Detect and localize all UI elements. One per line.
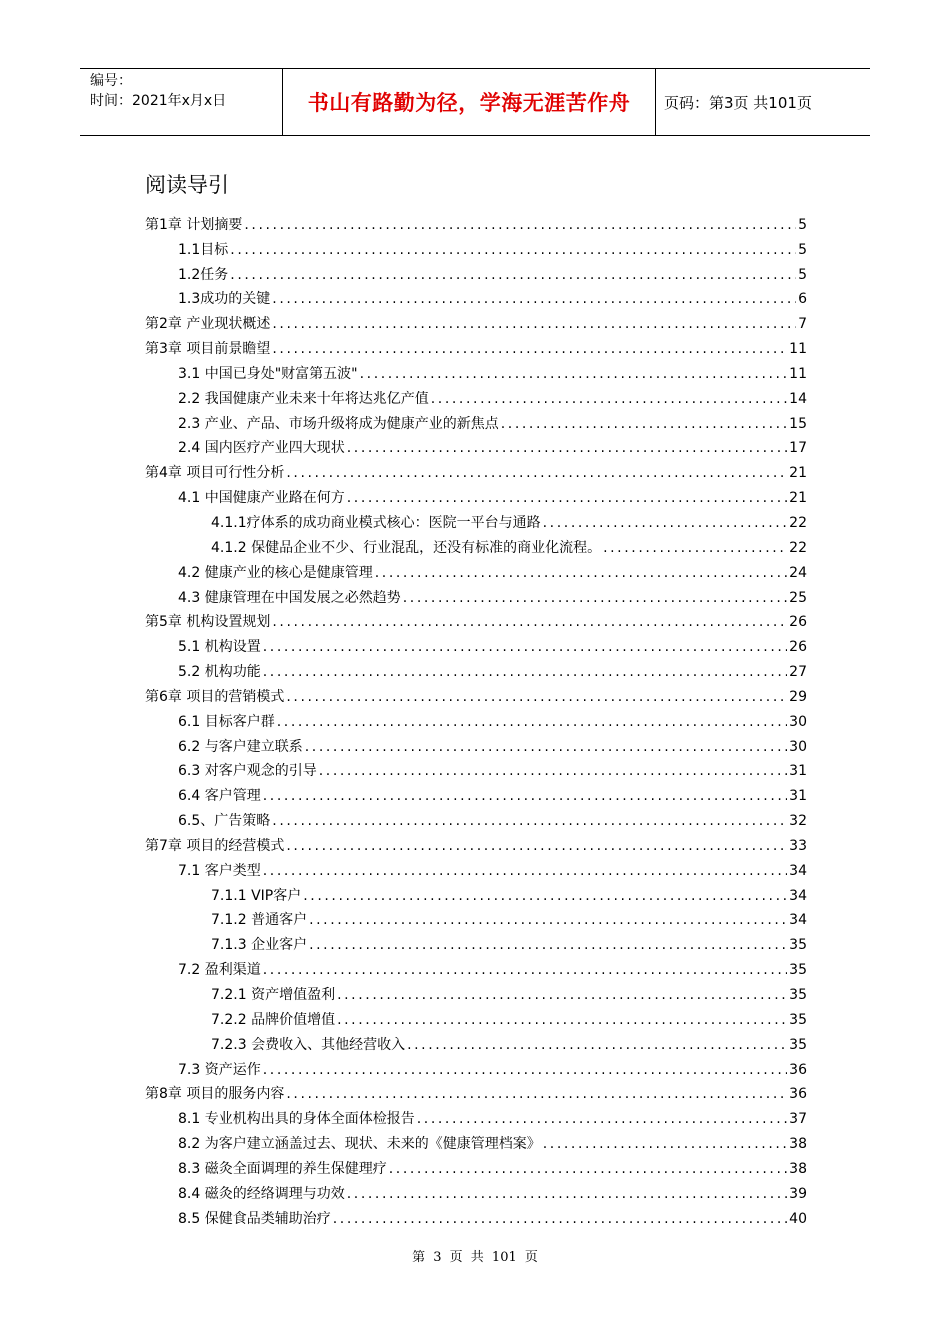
toc-entry[interactable] <box>0 358 950 383</box>
toc-entry-label: 4.1.1疗体系的成功商业模式核心：医院一平台与通路 <box>211 514 541 531</box>
toc-entry[interactable] <box>0 1079 950 1104</box>
toc-leader-dots <box>375 564 787 582</box>
toc-entry[interactable] <box>0 284 950 309</box>
toc-entry-label: 1.2任务 <box>178 266 229 283</box>
toc-leader-dots <box>347 489 787 507</box>
toc-entry-page: 24 <box>789 564 807 581</box>
toc-entry-label: 2.3 产业、产品、市场升级将成为健康产业的新焦点 <box>178 415 499 432</box>
toc-entry[interactable] <box>0 1103 950 1128</box>
toc-entry[interactable] <box>0 433 950 458</box>
toc-entry[interactable] <box>0 1004 950 1029</box>
toc-entry-label: 8.4 磁灸的经络调理与功效 <box>178 1185 345 1202</box>
header-page-info: 页码：第3页 共101页 <box>664 93 812 112</box>
toc-entry-page: 35 <box>789 1036 807 1053</box>
toc-entry-label: 2.2 我国健康产业未来十年将达兆亿产值 <box>178 390 429 407</box>
toc-leader-dots <box>431 390 787 408</box>
toc-entry-page: 25 <box>789 589 807 606</box>
toc-leader-dots <box>286 1085 787 1103</box>
toc-entry-page: 22 <box>789 539 807 556</box>
toc-leader-dots <box>309 911 787 929</box>
toc-entry[interactable] <box>0 408 950 433</box>
toc-entry[interactable] <box>0 582 950 607</box>
toc-entry-page: 5 <box>798 241 807 258</box>
toc-entry-label: 7.2.1 资产增值盈利 <box>211 987 336 1003</box>
toc-entry-page: 5 <box>798 216 807 233</box>
toc-leader-dots <box>272 812 787 830</box>
toc-entry-page: 7 <box>798 316 807 333</box>
toc-leader-dots <box>337 1011 787 1029</box>
toc-entry[interactable] <box>0 756 950 781</box>
toc-entry-label: 4.2 健康产业的核心是健康管理 <box>178 564 373 581</box>
toc-entry-page: 30 <box>789 713 807 730</box>
toc-entry-page: 35 <box>789 987 807 1003</box>
toc-leader-dots <box>407 1036 787 1054</box>
toc-entry-page: 34 <box>789 862 807 879</box>
toc-entry-page: 27 <box>789 664 807 681</box>
page-header <box>80 68 870 136</box>
toc-entry-page: 35 <box>789 1011 807 1028</box>
serial-label: 编号： <box>90 73 132 89</box>
toc-leader-dots <box>305 738 787 756</box>
toc-entry-page: 22 <box>789 514 807 531</box>
toc-entry-page: 14 <box>789 390 807 407</box>
toc-entry-label: 7.1.3 企业客户 <box>211 937 308 954</box>
toc-entry-label: 8.5 保健食品类辅助治疗 <box>178 1210 331 1227</box>
toc-entry[interactable] <box>0 855 950 880</box>
toc-entry-page: 26 <box>789 639 807 656</box>
toc-entry-label: 7.1 客户类型 <box>178 862 261 879</box>
toc-entry-page: 32 <box>789 813 807 830</box>
toc-leader-dots <box>543 1135 787 1153</box>
toc-entry[interactable] <box>0 507 950 532</box>
toc-entry-page: 40 <box>789 1210 807 1227</box>
toc-entry-label: 第4章 项目可行性分析 <box>145 465 285 482</box>
toc-leader-dots <box>272 315 796 333</box>
toc-entry-label: 4.1.2 保健品企业不少、行业混乱，还没有标准的商业化流程。 <box>211 539 602 556</box>
toc-entry-label: 4.3 健康管理在中国发展之必然趋势 <box>178 589 401 606</box>
table-of-contents <box>0 209 950 1228</box>
toc-leader-dots <box>501 415 787 433</box>
toc-title: 阅读导引 <box>145 173 229 197</box>
toc-entry-label: 7.2 盈利渠道 <box>178 962 261 979</box>
toc-entry-page: 15 <box>789 415 807 432</box>
toc-entry-label: 7.1.2 普通客户 <box>211 912 308 929</box>
toc-entry[interactable] <box>0 259 950 284</box>
toc-leader-dots <box>263 1061 787 1079</box>
toc-entry-page: 29 <box>789 688 807 705</box>
toc-entry-label: 第8章 项目的服务内容 <box>145 1086 285 1103</box>
toc-entry-label: 6.1 目标客户群 <box>178 713 275 730</box>
toc-leader-dots <box>417 1110 787 1128</box>
toc-leader-dots <box>347 1185 787 1203</box>
toc-entry-label: 1.3成功的关键 <box>178 291 271 308</box>
toc-entry-label: 7.2.3 会费收入、其他经营收入 <box>211 1036 406 1053</box>
page-footer: 第 3 页 共 101 页 <box>412 1250 538 1265</box>
toc-entry-page: 35 <box>789 937 807 954</box>
toc-entry-label: 4.1 中国健康产业路在何方 <box>178 490 345 507</box>
toc-entry-page: 34 <box>789 912 807 929</box>
toc-entry[interactable] <box>0 1029 950 1054</box>
toc-entry[interactable] <box>0 333 950 358</box>
toc-leader-dots <box>263 862 787 880</box>
toc-entry-page: 21 <box>789 490 807 507</box>
toc-entry-label: 第7章 项目的经营模式 <box>145 837 285 854</box>
toc-entry-page: 33 <box>789 837 807 854</box>
toc-entry[interactable] <box>0 656 950 681</box>
toc-leader-dots <box>333 1210 787 1228</box>
toc-entry-label: 5.2 机构功能 <box>178 664 261 681</box>
toc-entry[interactable] <box>0 954 950 979</box>
header-meta <box>80 69 282 135</box>
toc-leader-dots <box>360 365 788 383</box>
toc-entry[interactable] <box>0 607 950 632</box>
toc-entry-page: 11 <box>789 365 807 382</box>
toc-entry-label: 7.2.2 品牌价值增值 <box>211 1011 336 1028</box>
toc-entry-label: 8.1 专业机构出具的身体全面体检报告 <box>178 1111 415 1128</box>
toc-entry[interactable] <box>0 1153 950 1178</box>
toc-entry[interactable] <box>0 1128 950 1153</box>
toc-entry-label: 3.1 中国已身处"财富第五波" <box>178 365 358 382</box>
toc-leader-dots <box>272 290 796 308</box>
toc-entry-page: 39 <box>789 1185 807 1202</box>
toc-entry-label: 1.1目标 <box>178 241 229 258</box>
date-label: 时间：2021年x月x日 <box>90 93 227 109</box>
toc-leader-dots <box>286 688 787 706</box>
toc-leader-dots <box>309 936 787 954</box>
toc-leader-dots <box>337 986 787 1004</box>
toc-entry[interactable] <box>0 780 950 805</box>
toc-entry-label: 5.1 机构设置 <box>178 639 261 656</box>
toc-entry[interactable] <box>0 631 950 656</box>
toc-entry-label: 第1章 计划摘要 <box>145 216 243 233</box>
toc-leader-dots <box>286 837 787 855</box>
toc-entry-page: 30 <box>789 738 807 755</box>
toc-leader-dots <box>272 340 787 358</box>
toc-entry-page: 6 <box>798 291 807 308</box>
toc-entry-page: 36 <box>789 1086 807 1103</box>
toc-entry-page: 31 <box>789 763 807 780</box>
toc-entry[interactable] <box>0 706 950 731</box>
toc-leader-dots <box>230 266 796 284</box>
toc-leader-dots <box>347 439 787 457</box>
toc-entry[interactable] <box>0 905 950 930</box>
toc-entry-page: 36 <box>789 1061 807 1078</box>
toc-leader-dots <box>277 713 787 731</box>
toc-leader-dots <box>319 762 787 780</box>
toc-entry-label: 2.4 国内医疗产业四大现状 <box>178 440 345 457</box>
toc-leader-dots <box>263 961 787 979</box>
toc-entry-page: 5 <box>798 266 807 283</box>
toc-leader-dots <box>263 787 787 805</box>
toc-entry-label: 第2章 产业现状概述 <box>145 316 271 333</box>
toc-entry-label: 6.3 对客户观念的引导 <box>178 763 317 780</box>
toc-leader-dots <box>389 1160 787 1178</box>
toc-entry[interactable] <box>0 557 950 582</box>
toc-entry[interactable] <box>0 830 950 855</box>
toc-entry-page: 11 <box>789 341 807 358</box>
toc-leader-dots <box>272 613 787 631</box>
toc-entry[interactable] <box>0 383 950 408</box>
toc-entry[interactable] <box>0 1178 950 1203</box>
toc-entry-label: 8.2 为客户建立涵盖过去、现状、未来的《健康管理档案》 <box>178 1136 541 1153</box>
toc-entry[interactable] <box>0 1203 950 1228</box>
toc-leader-dots <box>603 539 787 557</box>
toc-entry-page: 35 <box>789 962 807 979</box>
toc-entry-page: 31 <box>789 788 807 805</box>
toc-leader-dots <box>230 241 796 259</box>
toc-entry-page: 26 <box>789 614 807 631</box>
toc-entry[interactable] <box>0 681 950 706</box>
toc-entry-page: 34 <box>789 887 807 904</box>
toc-entry-page: 21 <box>789 465 807 482</box>
toc-entry-page: 17 <box>789 440 807 457</box>
toc-entry-page: 38 <box>789 1136 807 1153</box>
toc-entry-label: 7.3 资产运作 <box>178 1061 261 1078</box>
toc-entry[interactable] <box>0 457 950 482</box>
toc-entry-label: 第6章 项目的营销模式 <box>145 688 285 705</box>
toc-leader-dots <box>543 514 788 532</box>
header-motto: 书山有路勤为径，学海无涯苦作舟 <box>282 69 656 135</box>
toc-entry[interactable] <box>0 979 950 1004</box>
toc-entry[interactable] <box>0 234 950 259</box>
toc-leader-dots <box>403 589 787 607</box>
toc-entry-label: 7.1.1 VIP客户 <box>211 887 302 904</box>
toc-entry[interactable] <box>0 731 950 756</box>
toc-entry[interactable] <box>0 482 950 507</box>
toc-leader-dots <box>286 464 787 482</box>
toc-entry[interactable] <box>0 1054 950 1079</box>
toc-entry[interactable] <box>0 532 950 557</box>
toc-entry[interactable] <box>0 880 950 905</box>
toc-entry-label: 6.4 客户管理 <box>178 788 261 805</box>
toc-entry-label: 8.3 磁灸全面调理的养生保健理疗 <box>178 1160 387 1177</box>
toc-entry-label: 6.2 与客户建立联系 <box>178 738 303 755</box>
toc-entry-page: 37 <box>789 1111 807 1128</box>
toc-leader-dots <box>263 663 787 681</box>
toc-entry[interactable] <box>0 209 950 234</box>
toc-leader-dots <box>303 887 787 905</box>
toc-entry-page: 38 <box>789 1160 807 1177</box>
toc-entry-label: 6.5、广告策略 <box>178 813 271 830</box>
toc-entry[interactable] <box>0 805 950 830</box>
toc-leader-dots <box>263 638 787 656</box>
toc-entry-label: 第3章 项目前景瞻望 <box>145 341 271 358</box>
toc-entry[interactable] <box>0 929 950 954</box>
toc-entry[interactable] <box>0 308 950 333</box>
toc-leader-dots <box>244 216 796 234</box>
toc-entry-label: 第5章 机构设置规划 <box>145 614 271 631</box>
